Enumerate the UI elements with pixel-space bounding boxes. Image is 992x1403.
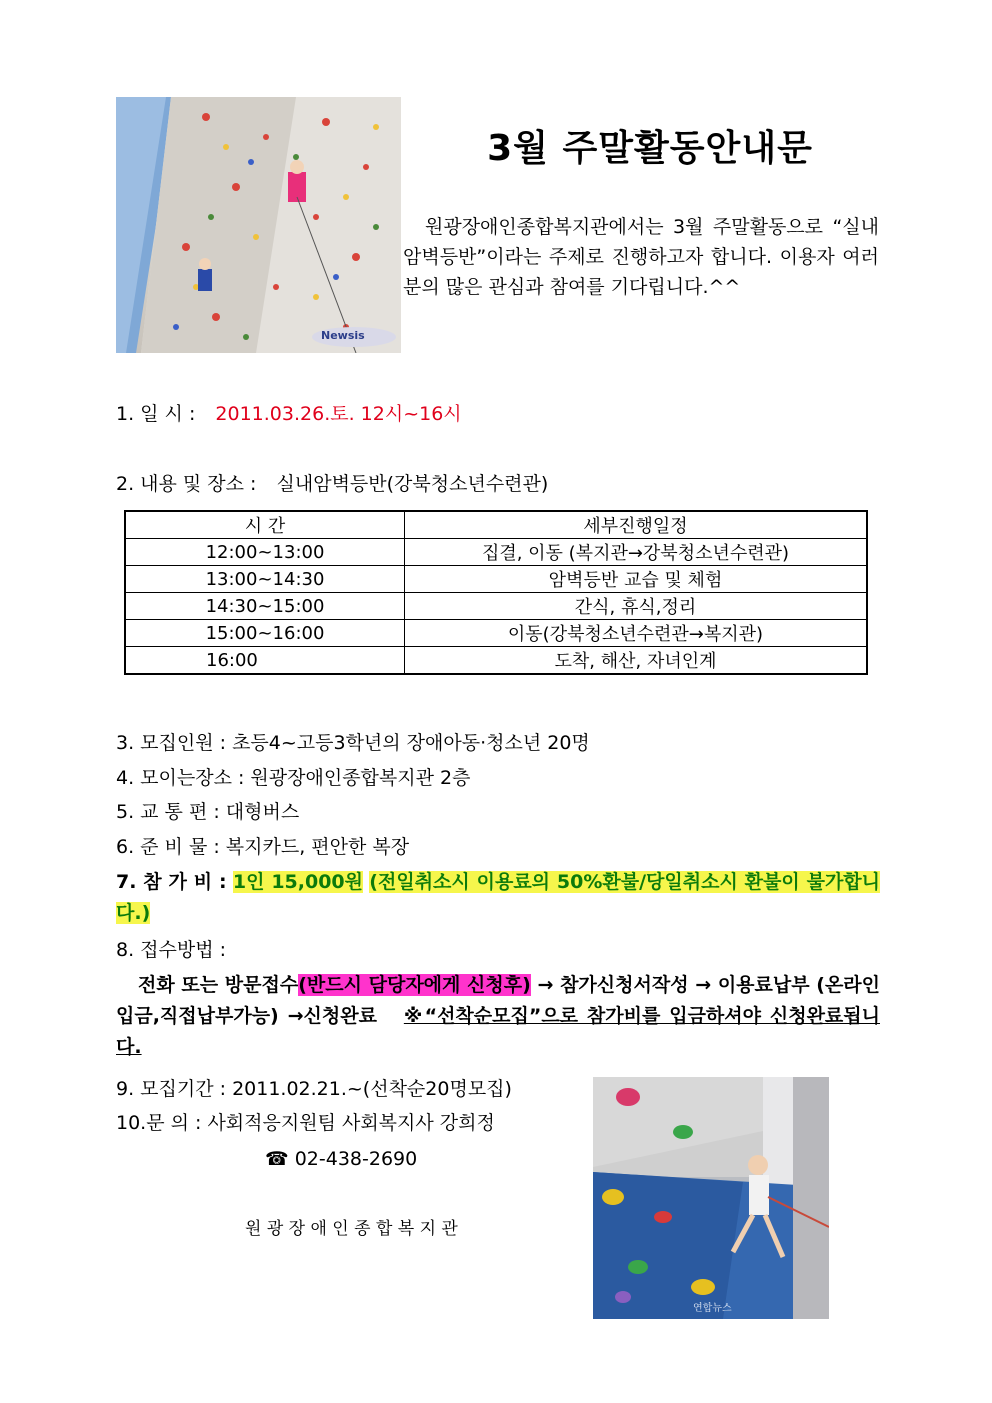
item-content-label: 2. 내용 및 장소 : [116, 473, 257, 495]
apply-method-steps: → 참가신청서작성 → 이용료납부 (온라인입금,직접납부가능) →신청완료 [116, 974, 881, 1027]
item-fee-label: 7. 참 가 비 : [116, 871, 227, 893]
footer-organization: 원 광 장 애 인 종 합 복 지 관 [245, 1219, 458, 1239]
item-recruit: 3. 모집인원 : 초등4~고등3학년의 장애아동·청소년 20명 [116, 732, 590, 754]
table-row [125, 647, 867, 675]
apply-method-highlight: (반드시 담당자에게 신청후) [298, 974, 531, 996]
photo-watermark: Newsis [321, 329, 365, 342]
schedule-table [124, 510, 868, 675]
item-contact: 10.문 의 : 사회적응지원팀 사회복지사 강희정 [116, 1112, 495, 1134]
item-meeting-place: 4. 모이는장소 : 원광장애인종합복지관 2층 [116, 767, 471, 789]
table-row [125, 593, 867, 620]
item-transport: 5. 교 통 편 : 대형버스 [116, 801, 300, 823]
apply-method-text: 전화 또는 방문접수 [138, 974, 299, 996]
indoor-climbing-photo [593, 1077, 829, 1319]
climbing-wall-photo [116, 97, 401, 353]
table-row [125, 566, 867, 593]
photo-watermark: 연합뉴스 [693, 1303, 732, 1314]
table-cell-detail: 간식, 휴식,정리 [405, 593, 868, 620]
table-row [125, 539, 867, 566]
item-fee [116, 867, 880, 929]
item-fee-note: (전일취소시 이용료의 50%환불/당일취소시 환불이 불가합니다.) [116, 871, 881, 924]
item-contact-phone [265, 1147, 417, 1171]
intro-text: 원광장애인종합복지관에서는 3월 주말활동으로 “실내암벽등반”이라는 주제로 진행하고자 합니다. 이용자 여러분의 많은 관심과 참여를 기다립니다.^^ [403, 216, 879, 298]
page-title: 3월 주말활동안내문 [487, 128, 813, 169]
table-cell-time: 15:00~16:00 [125, 620, 405, 647]
item-fee-amount: 1인 15,000원 [232, 871, 363, 893]
item-date-label: 1. 일 시 : [116, 403, 196, 425]
item-date [116, 402, 462, 426]
item-period: 9. 모집기간 : 2011.02.21.~(선착순20명모집) [116, 1078, 512, 1100]
item-content-place [116, 472, 548, 496]
table-header-detail: 세부진행일정 [405, 511, 868, 539]
table-header-time: 시 간 [125, 511, 405, 539]
table-header-row [125, 511, 867, 539]
table-cell-time: 16:00 [125, 647, 405, 675]
item-supplies: 6. 준 비 물 : 복지카드, 편안한 복장 [116, 836, 410, 858]
table-cell-time: 14:30~15:00 [125, 593, 405, 620]
item-apply-label: 8. 접수방법 : [116, 939, 227, 961]
intro-paragraph [403, 212, 879, 302]
table-cell-time: 12:00~13:00 [125, 539, 405, 566]
table-cell-detail: 이동(강북청소년수련관→복지관) [405, 620, 868, 647]
table-cell-time: 13:00~14:30 [125, 566, 405, 593]
table-cell-detail: 암벽등반 교습 및 체험 [405, 566, 868, 593]
table-cell-detail: 집결, 이동 (복지관→강북청소년수련관) [405, 539, 868, 566]
item-apply-method [116, 970, 880, 1063]
item-content-value: 실내암벽등반(강북청소년수련관) [276, 473, 549, 495]
apply-method-notice: ※“선착순모집”으로 참가비를 입금하셔야 신청완료됩니다. [116, 1005, 880, 1058]
table-cell-detail: 도착, 해산, 자녀인계 [405, 647, 868, 675]
table-row [125, 620, 867, 647]
item-date-value: 2011.03.26.토. 12시~16시 [215, 403, 462, 425]
phone-text: ☎ 02-438-2690 [265, 1148, 418, 1170]
